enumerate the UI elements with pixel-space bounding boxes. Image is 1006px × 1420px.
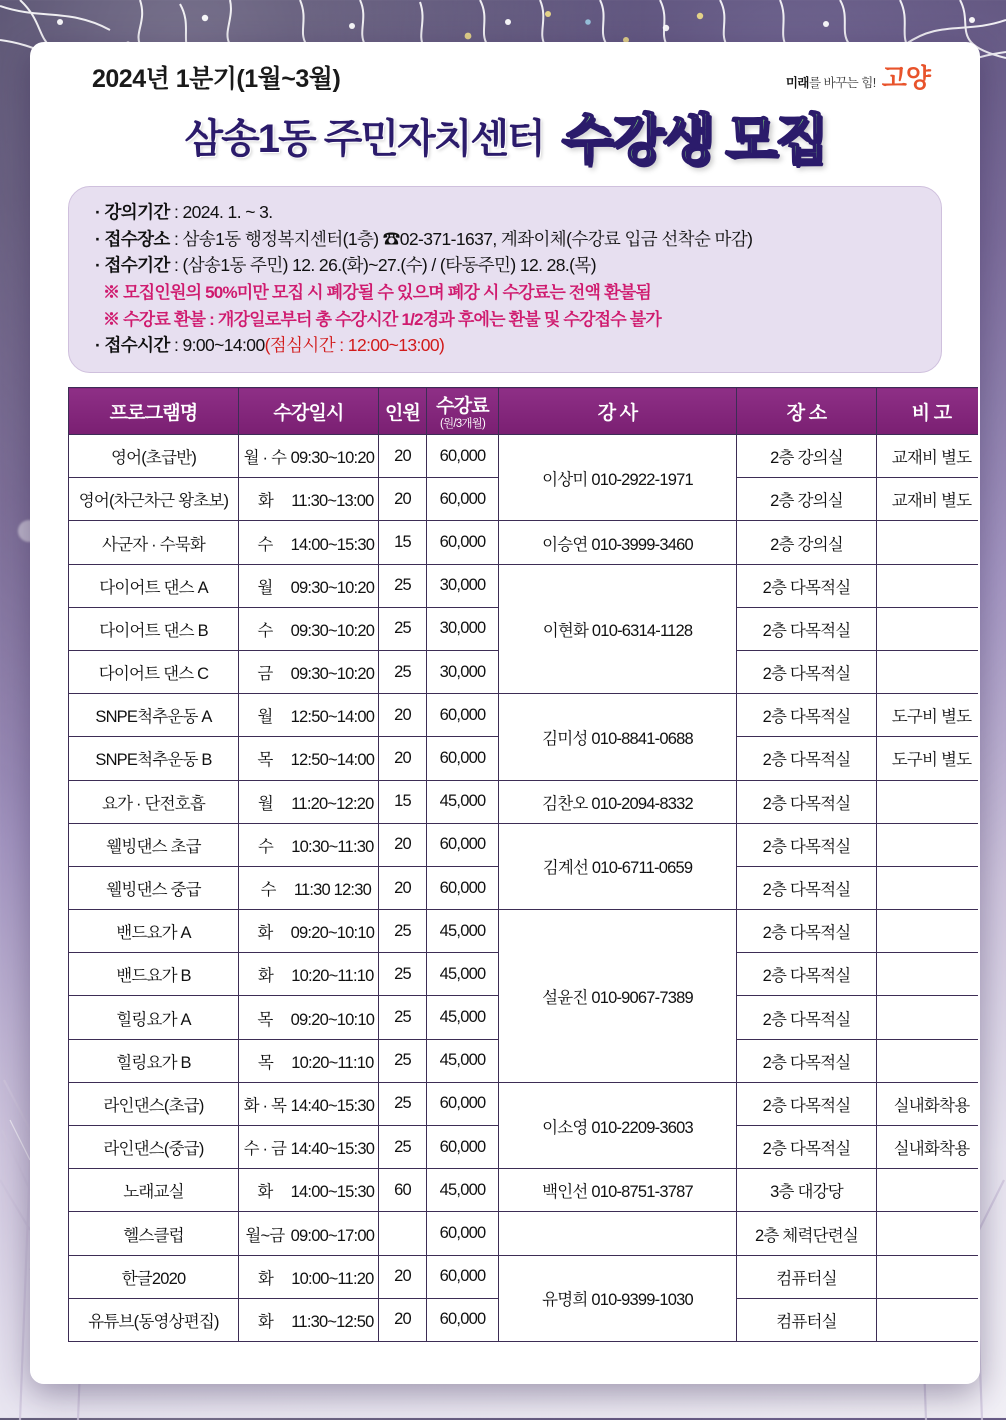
cell-remark: 실내화착용 [877,1126,981,1169]
brand-name: 고양 [881,63,930,93]
cell-capacity: 25 [379,650,427,693]
cell-place: 2층 강의실 [737,521,877,564]
cell-fee: 60,000 [427,823,499,866]
table-row [69,823,981,866]
poster-top-row [54,44,956,95]
cell-program-name: 다이어트 댄스 B [69,607,239,650]
poster-title-main: 수강생 모집 [561,110,826,170]
cell-fee: 30,000 [427,564,499,607]
table-row [69,1255,981,1298]
cell-remark [877,823,981,866]
cell-program-name: 다이어트 댄스 C [69,650,239,693]
cell-schedule: 화 09:20~10:10 [239,910,379,953]
cell-fee: 60,000 [427,1126,499,1169]
info-item-reception-period [95,252,919,279]
cell-program-name: SNPE척추운동 A [69,694,239,737]
cell-teacher: 설윤진 010-9067-7389 [499,910,737,1083]
cell-teacher: 김계선 010-6711-0659 [499,823,737,909]
cell-fee: 30,000 [427,650,499,693]
cell-teacher: 김미성 010-8841-0688 [499,694,737,780]
cell-capacity: 15 [379,521,427,564]
cell-schedule: 월 12:50~14:00 [239,694,379,737]
col-header-fee-unit: (원/3개월) [440,418,485,431]
info-label-reception-time: · 접수시간 [95,335,170,356]
cell-fee: 60,000 [427,435,499,478]
table-row [69,1082,981,1125]
poster-title-center-name: 삼송1동 주민자치센터 [184,117,544,161]
info-value-period: : 2024. 1. ~ 3. [169,202,273,222]
cell-program-name: 힐링요가 B [69,1039,239,1082]
cell-remark [877,1298,981,1341]
cell-place: 2층 다목적실 [737,1082,877,1125]
col-header-capacity: 인원 [379,388,427,435]
cell-place: 3층 대강당 [737,1169,877,1212]
cell-remark [877,866,981,909]
cell-remark [877,607,981,650]
cell-place: 2층 강의실 [737,478,877,521]
col-header-teacher: 강 사 [499,388,737,435]
info-note-refund: ※ 수강료 환불 : 개강일로부터 총 수강시간 1/2경과 후에는 환불 및 수강접수 불가 [103,309,662,329]
cell-teacher: 이상미 010-2922-1971 [499,435,737,521]
brand-slogan [786,73,876,91]
cell-fee: 45,000 [427,910,499,953]
table-row [69,564,981,607]
cell-capacity [379,1212,427,1255]
cell-remark [877,1255,981,1298]
cell-remark [877,780,981,823]
cell-schedule: 수 10:30~11:30 [239,823,379,866]
cell-teacher: 이승연 010-3999-3460 [499,521,737,564]
cell-remark [877,564,981,607]
cell-schedule: 월~금 09:00~17:00 [239,1212,379,1255]
cell-place: 2층 다목적실 [737,607,877,650]
cell-place: 컴퓨터실 [737,1298,877,1341]
cell-program-name: 영어(초급반) [69,435,239,478]
cell-capacity: 20 [379,478,427,521]
info-value-place: : 삼송1동 행정복지센터(1층) ☎02-371-1637, 계좌이체(수강료 입금 선착순 마감) [169,228,753,249]
cell-remark [877,1039,981,1082]
table-row [69,694,981,737]
cell-remark [877,521,981,564]
cell-program-name: 웰빙댄스 중급 [69,866,239,909]
cell-schedule: 화 11:30~12:50 [239,1298,379,1341]
cell-place: 2층 다목적실 [737,780,877,823]
cell-capacity: 25 [379,910,427,953]
cell-remark: 교재비 별도 [877,435,981,478]
cell-fee: 60,000 [427,1255,499,1298]
cell-place: 컴퓨터실 [737,1255,877,1298]
cell-program-name: 유튜브(동영상편집) [69,1298,239,1341]
cell-fee: 45,000 [427,1169,499,1212]
cell-program-name: 헬스클럽 [69,1212,239,1255]
cell-remark: 도구비 별도 [877,694,981,737]
cell-schedule: 목 10:20~11:10 [239,1039,379,1082]
cell-place: 2층 다목적실 [737,910,877,953]
cell-capacity: 25 [379,953,427,996]
cell-fee: 60,000 [427,694,499,737]
cell-fee: 60,000 [427,478,499,521]
col-header-place: 장 소 [737,388,877,435]
cell-schedule: 화 10:00~11:20 [239,1255,379,1298]
info-label-place: · 접수장소 [95,228,170,249]
cell-remark [877,910,981,953]
cell-schedule: 목 12:50~14:00 [239,737,379,780]
cell-capacity: 25 [379,996,427,1039]
cell-teacher: 이소영 010-2209-3603 [499,1082,737,1168]
poster-card [30,42,980,1384]
cell-fee: 45,000 [427,953,499,996]
cell-capacity: 20 [379,737,427,780]
cell-fee: 60,000 [427,1082,499,1125]
table-row [69,780,981,823]
info-item-period [95,199,919,226]
brand-slogan-prefix: 미래 [785,76,809,90]
cell-schedule: 목 09:20~10:10 [239,996,379,1039]
cell-place: 2층 다목적실 [737,694,877,737]
cell-remark [877,996,981,1039]
info-item-place [95,226,919,253]
col-header-schedule: 수강일시 [239,388,379,435]
info-value-reception-time: : 9:00~14:00 [169,335,265,356]
info-value-reception-period: : (삼송1동 주민) 12. 26.(화)~27.(수) / (타동주민) 12. 28.(목) [169,255,596,276]
cell-place: 2층 다목적실 [737,564,877,607]
cell-remark [877,953,981,996]
table-row [69,521,981,564]
info-note-2 [95,306,919,333]
cell-fee: 30,000 [427,607,499,650]
cell-place: 2층 다목적실 [737,737,877,780]
cell-capacity: 20 [379,823,427,866]
cell-teacher: 유명희 010-9399-1030 [499,1255,737,1341]
cell-place: 2층 다목적실 [737,650,877,693]
cell-schedule: 금 09:30~10:20 [239,650,379,693]
cell-place: 2층 강의실 [737,435,877,478]
info-note-1 [95,279,919,306]
cell-capacity: 20 [379,435,427,478]
poster-content [32,44,978,1342]
cell-fee: 60,000 [427,521,499,564]
col-header-program: 프로그램명 [69,388,239,435]
cell-program-name: 요가 · 단전호흡 [69,780,239,823]
cell-program-name: 웰빙댄스 초급 [69,823,239,866]
table-row [69,1212,981,1255]
poster-period: 2024년 1분기(1월~3월) [92,65,341,93]
cell-place: 2층 체력단련실 [737,1212,877,1255]
info-list [95,199,919,359]
info-item-reception-time [95,332,919,359]
cell-fee: 60,000 [427,1212,499,1255]
cell-program-name: 라인댄스(초급) [69,1082,239,1125]
cell-place: 2층 다목적실 [737,823,877,866]
cell-program-name: 한글2020 [69,1255,239,1298]
course-table [68,387,980,1342]
cell-schedule: 월 09:30~10:20 [239,564,379,607]
cell-capacity: 20 [379,866,427,909]
cell-remark [877,650,981,693]
cell-remark: 도구비 별도 [877,737,981,780]
table-row [69,1169,981,1212]
cell-place: 2층 다목적실 [737,1126,877,1169]
cell-remark: 교재비 별도 [877,478,981,521]
cell-schedule: 화 10:20~11:10 [239,953,379,996]
cell-fee: 45,000 [427,780,499,823]
cell-capacity: 20 [379,1298,427,1341]
cell-remark [877,1212,981,1255]
col-header-fee-label: 수강료 [436,396,489,418]
info-box [68,186,942,373]
cell-capacity: 25 [379,607,427,650]
cell-program-name: 밴드요가 B [69,953,239,996]
cell-fee: 45,000 [427,1039,499,1082]
brand-slogan-rest: 를 바꾸는 힘! [808,76,876,90]
cell-schedule: 화 11:30~13:00 [239,478,379,521]
cell-program-name: 밴드요가 A [69,910,239,953]
cell-capacity: 25 [379,1039,427,1082]
cell-capacity: 25 [379,564,427,607]
cell-capacity: 25 [379,1082,427,1125]
table-row [69,435,981,478]
cell-program-name: 다이어트 댄스 A [69,564,239,607]
cell-remark: 실내화착용 [877,1082,981,1125]
cell-place: 2층 다목적실 [737,1039,877,1082]
col-header-fee [427,388,499,435]
poster-title-row [54,97,956,174]
cell-schedule: 수 14:00~15:30 [239,521,379,564]
cell-capacity: 60 [379,1169,427,1212]
course-table-head [69,388,981,435]
cell-teacher: 김찬오 010-2094-8332 [499,780,737,823]
cell-program-name: SNPE척추운동 B [69,737,239,780]
cell-schedule: 월 11:20~12:20 [239,780,379,823]
table-header-row [69,388,981,435]
cell-schedule: 화 14:00~15:30 [239,1169,379,1212]
cell-teacher: 이현화 010-6314-1128 [499,564,737,694]
cell-schedule: 수 09:30~10:20 [239,607,379,650]
cell-program-name: 힐링요가 A [69,996,239,1039]
cell-program-name: 라인댄스(중급) [69,1126,239,1169]
cell-capacity: 25 [379,1126,427,1169]
cell-teacher [499,1212,737,1255]
info-label-period: · 강의기간 [95,202,170,222]
cell-capacity: 20 [379,694,427,737]
cell-remark [877,1169,981,1212]
cell-fee: 45,000 [427,996,499,1039]
col-header-remark: 비 고 [877,388,981,435]
cell-schedule: 수 · 금 14:40~15:30 [239,1126,379,1169]
cell-fee: 60,000 [427,1298,499,1341]
cell-place: 2층 다목적실 [737,866,877,909]
cell-place: 2층 다목적실 [737,953,877,996]
city-brand [786,58,948,95]
cell-fee: 60,000 [427,737,499,780]
cell-teacher: 백인선 010-8751-3787 [499,1169,737,1212]
cell-schedule: 화 · 목 14:40~15:30 [239,1082,379,1125]
cell-schedule: 월 · 수 09:30~10:20 [239,435,379,478]
info-value-lunch-time: (점심시간 : 12:00~13:00) [264,335,445,356]
cell-schedule: 수 11:30 12:30 [239,866,379,909]
cell-capacity: 15 [379,780,427,823]
cell-program-name: 영어(차근차근 왕초보) [69,478,239,521]
info-note-closure: ※ 모집인원의 50%미만 모집 시 폐강될 수 있으며 폐강 시 수강료는 전액 환불됨 [103,282,651,302]
cell-place: 2층 다목적실 [737,996,877,1039]
cell-program-name: 사군자 · 수묵화 [69,521,239,564]
info-label-reception-period: · 접수기간 [95,255,170,276]
course-table-body [69,435,981,1342]
cell-program-name: 노래교실 [69,1169,239,1212]
cell-capacity: 20 [379,1255,427,1298]
cell-fee: 60,000 [427,866,499,909]
table-row [69,910,981,953]
